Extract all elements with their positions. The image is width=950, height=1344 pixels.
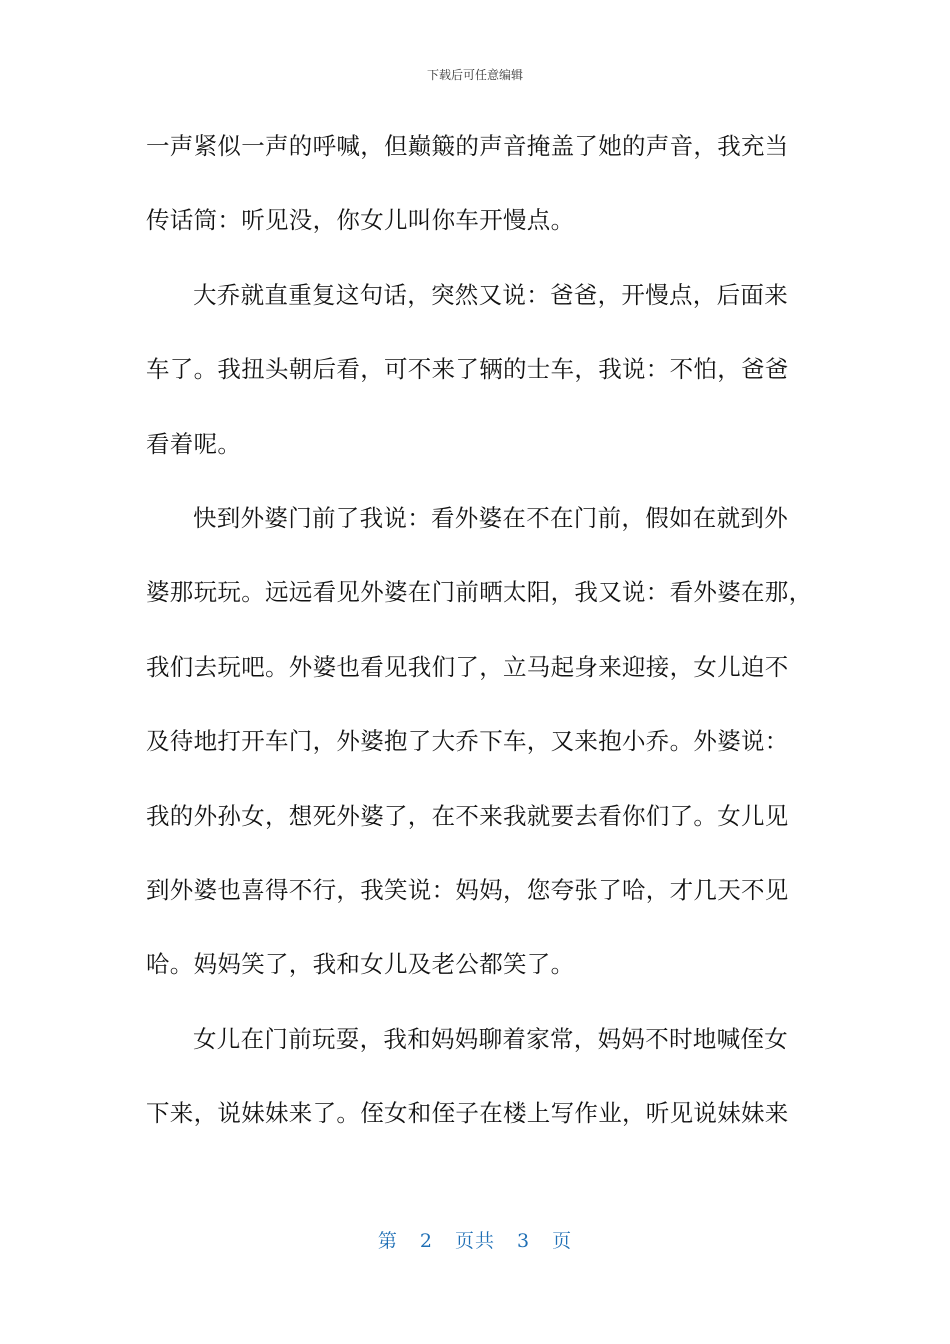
footer-page-number: 2 [419,1230,433,1252]
text-line: 哈。妈妈笑了，我和女儿及老公都笑了。 [146,950,575,979]
text-line: 及待地打开车门，外婆抱了大乔下车，又来抱小乔。外婆说： [146,727,789,756]
footer-middle: 页共 [454,1230,495,1252]
text-line: 我们去玩吧。外婆也看见我们了，立马起身来迎接，女儿迫不 [146,652,789,681]
text-line: 传话筒：听见没，你女儿叫你车开慢点。 [146,206,575,235]
paragraph-start-line: 大乔就直重复这句话，突然又说：爸爸，开慢点，后面来 [193,280,788,309]
footer-suffix: 页 [552,1230,573,1252]
text-line: 到外婆也喜得不行，我笑说：妈妈，您夸张了哈，才几天不见 [146,875,789,904]
footer-prefix: 第 [377,1230,398,1252]
page-footer [0,1226,950,1253]
paragraph-start-line: 快到外婆门前了我说：看外婆在不在门前，假如在就到外 [193,503,788,532]
paragraph-start-line: 女儿在门前玩耍，我和妈妈聊着家常，妈妈不时地喊侄女 [193,1024,788,1053]
footer-total-pages: 3 [517,1230,531,1252]
document-body [146,116,813,1157]
text-line: 看着呢。 [146,429,242,458]
text-line: 我的外孙女，想死外婆了，在不来我就要去看你们了。女儿见 [146,801,789,830]
text-line: 一声紧似一声的呼喊，但巅簸的声音掩盖了她的声音，我充当 [146,132,789,160]
text-line: 车了。我扭头朝后看，可不来了辆的士车，我说：不怕，爸爸 [146,355,789,384]
text-line: 下来，说妹妹来了。侄女和侄子在楼上写作业，听见说妹妹来 [146,1099,789,1128]
text-line: 婆那玩玩。远远看见外婆在门前晒太阳，我又说：看外婆在那， [146,578,813,607]
page-header: 下载后可任意编辑 [426,68,523,82]
